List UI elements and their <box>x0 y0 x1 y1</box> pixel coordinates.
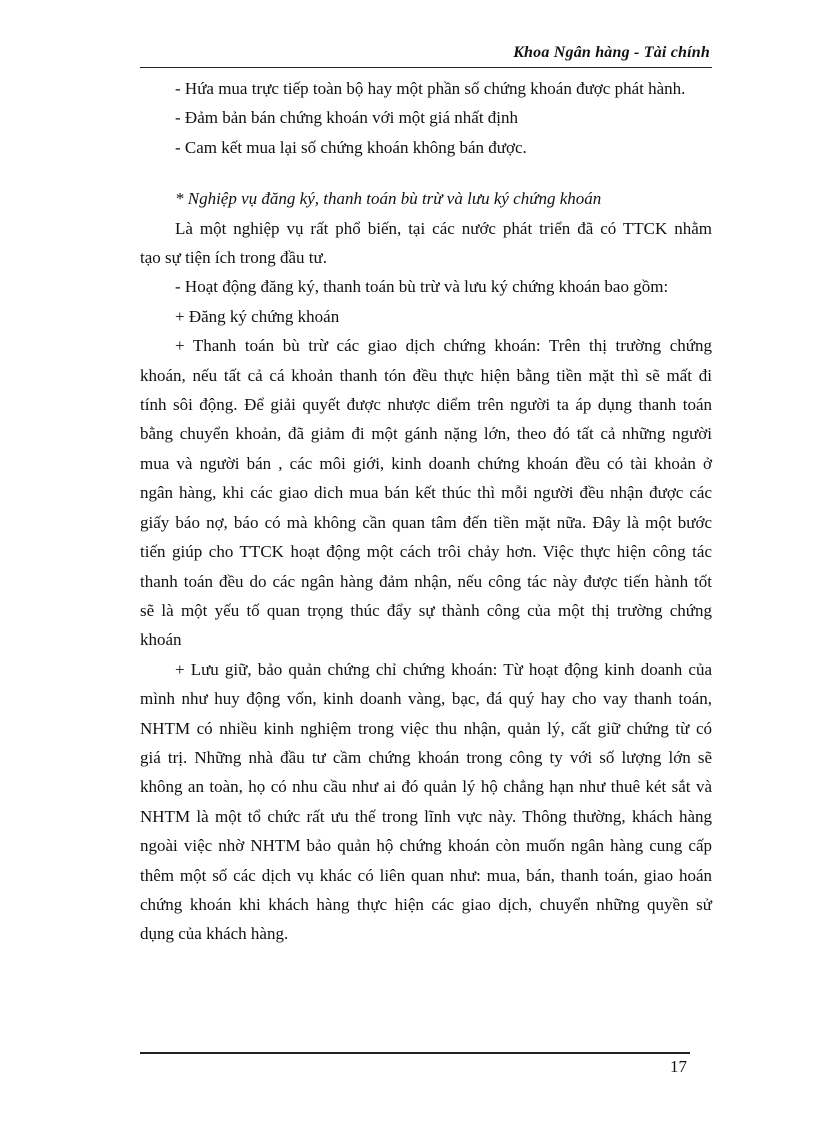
paragraph-line: + Thanh toán bù trừ các giao dịch chứng khoán: Trên thị trường chứng <box>175 336 712 356</box>
bullet-line: - Hứa mua trực tiếp toàn bộ hay một phần số chứng khoán được phát hành. <box>175 79 686 98</box>
bullet-line: - Cam kết mua lại số chứng khoán không bán được. <box>175 137 527 157</box>
footer-rule <box>140 1052 690 1054</box>
paragraph-line: Là một nghiệp vụ rất phổ biến, tại các nước phát triển đã có TTCK nhằm <box>175 218 712 238</box>
paragraph-line: tính sôi động. Để giải quyết được nhược diểm trên người ta áp dụng thanh toán <box>140 395 712 415</box>
header-rule <box>140 67 712 68</box>
paragraph-line: dụng của khách hàng. <box>140 924 289 944</box>
paragraph-line: giấy báo nợ, báo có mà không cần quan tâm đến tiền mặt nữa. Đây là một bước <box>140 512 712 532</box>
paragraph-line: tiến giúp cho TTCK hoạt động một cách trôi chảy hơn. Việc thực hiện công tác <box>140 542 712 562</box>
paragraph-line: không an toàn, họ có nhu cầu như ai đó quản lý hộ chẳng hạn như thuê két sắt và <box>140 777 712 797</box>
paragraph-line: khoán <box>140 630 182 650</box>
paragraph-line: tạo sự tiện ích trong đầu tư. <box>140 248 327 268</box>
paragraph-line: NHTM là một tổ chức rất ưu thế trong lĩnh vực này. Thông thường, khách hàng <box>140 806 712 826</box>
paragraph-line: giá trị. Những nhà đầu tư cầm chứng khoán trong công ty với số lượng lớn sẽ <box>140 747 712 767</box>
paragraph-line: mình như huy động vốn, kinh doanh vàng, bạc, đá quý hay cho vay thanh toán, <box>140 689 712 709</box>
list-line: + Đăng ký chứng khoán <box>175 306 340 326</box>
header-title: Khoa Ngân hàng - Tài chính <box>513 44 710 61</box>
paragraph-line: NHTM có nhiều kinh nghiệm trong việc thu nhận, quản lý, cất giữ chứng từ có <box>140 718 712 738</box>
bullet-line: - Đảm bản bán chứng khoán với một giá nhất định <box>175 108 519 128</box>
page-body <box>140 74 712 949</box>
paragraph-line: + Lưu giữ, bảo quản chứng chỉ chứng khoán: Từ hoạt động kinh doanh của <box>175 659 712 679</box>
section-heading: * Nghiệp vụ đăng ký, thanh toán bù trừ và lưu ký chứng khoán <box>175 189 602 209</box>
paragraph-line: mua và người bán , các môi giới, kinh doanh chứng khoán đều có tài khoản ở <box>140 453 712 473</box>
list-line: - Hoạt động đăng ký, thanh toán bù trừ và lưu ký chứng khoán bao gồm: <box>175 277 669 297</box>
paragraph-line: khoán, nếu tất cả cá khoản thanh tón đều thực hiện bằng tiền mặt thì sẽ mất đi <box>140 365 712 385</box>
paragraph-line: thanh toán đều do các ngân hàng đảm nhận, nếu công tác này được tiến hành tốt <box>140 571 712 591</box>
paragraph-line: ngân hàng, khi các giao dich mua bán kết thúc thì mỗi người đều nhận được các <box>140 483 712 503</box>
page-number: 17 <box>670 1057 687 1076</box>
paragraph-line: sẽ là một yếu tố quan trọng thúc đẩy sự thành công của một thị trường chứng <box>140 600 712 620</box>
paragraph-line: chứng khoán khi khách hàng thực hiện các giao dịch, chuyển những quyền sử <box>140 894 712 914</box>
paragraph-line: thêm một số các dịch vụ khác có liên quan như: mua, bán, thanh toán, giao hoán <box>140 865 712 885</box>
paragraph-line: ngoài việc nhờ NHTM bảo quản hộ chứng khoán còn muốn ngân hàng cung cấp <box>140 836 712 856</box>
paragraph-line: bằng chuyển khoản, đã giảm đi một gánh nặng lớn, theo đó tất cả những người <box>140 424 712 444</box>
